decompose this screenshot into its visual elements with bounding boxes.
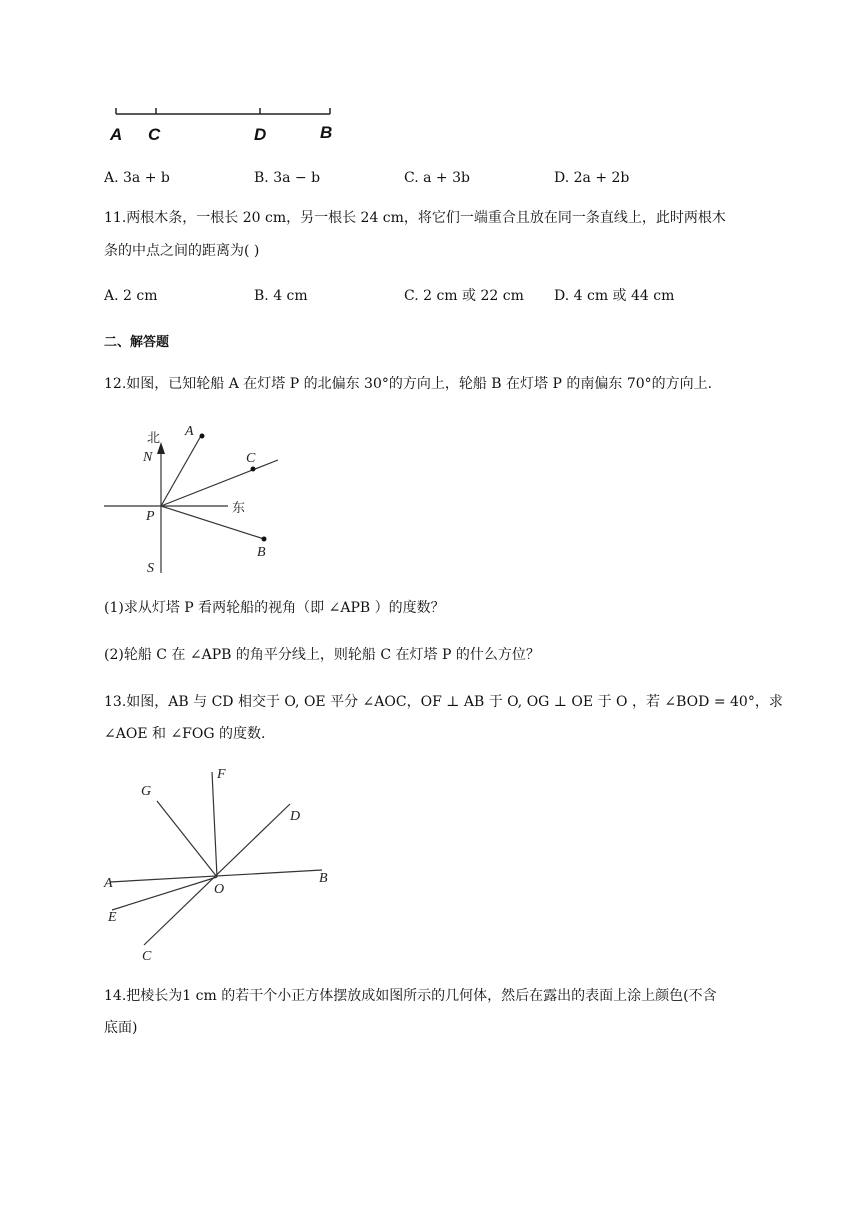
angles-figure [100,762,340,967]
q11-option-a: A. 2 cm [104,288,158,304]
point-label-c: C [142,949,152,964]
section-title: 二、解答题 [104,335,170,350]
q13-text-line1: 13.如图，AB 与 CD 相交于 O, OE 平分 ∠AOC，OF ⊥ AB 于 O, OG ⊥ OE 于 O ，若 ∠BOD = 40°，求 [104,694,783,710]
point-label-n: N [143,450,153,465]
q14-text-line2: 底面) [104,1020,138,1036]
q14-text-line1: 14.把棱长为1 cm 的若干个小正方体摆放成如图所示的几何体，然后在露出的表面上涂上颜色(不含 [104,988,717,1004]
q13-text-line2: ∠AOE 和 ∠FOG 的度数. [104,726,266,742]
point-label-g: G [141,784,152,799]
q10-option-d: D. 2a + 2b [554,170,630,186]
q12-subquestion-2: (2)轮船 C 在 ∠APB 的角平分线上，则轮船 C 在灯塔 P 的什么方位？ [104,647,540,663]
q10-option-a: A. 3a + b [104,170,170,186]
q10-option-c: C. a + 3b [404,170,470,186]
point-label-a: A [104,876,113,891]
point-label-c: C [246,451,256,466]
point-label-p: P [146,509,155,524]
point-label-c: C [148,125,161,144]
point-label-a: A [110,125,123,144]
q12-text: 12.如图，已知轮船 A 在灯塔 P 的北偏东 30°的方向上，轮船 B 在灯塔 P 的南偏东 70°的方向上. [104,376,713,392]
north-label: 北 [147,431,161,446]
q12-subquestion-1: (1)求从灯塔 P 看两轮船的视角（即 ∠APB ）的度数？ [104,600,445,616]
point-label-a: A [185,424,194,439]
q11-option-b: B. 4 cm [254,288,308,304]
point-label-d: D [254,125,267,144]
point-label-e: E [108,910,117,925]
point-label-f: F [217,767,226,782]
point-label-d: D [290,809,301,824]
q11-text-line1: 11.两根木条，一根长 20 cm，另一根长 24 cm，将它们一端重合且放在同一条直线上，此时两根木 [104,210,726,226]
q11-option-d: D. 4 cm 或 44 cm [554,288,675,304]
segment-figure [108,100,343,150]
point-label-b: B [257,545,266,560]
compass-figure [100,418,290,578]
east-label: 东 [232,501,246,516]
point-label-b: B [320,123,333,142]
q11-option-c: C. 2 cm 或 22 cm [404,288,524,304]
q11-text-line2: 条的中点之间的距离为( ) [104,243,260,259]
point-label-o: O [214,882,225,897]
point-label-s: S [147,561,154,576]
point-label-b: B [319,871,328,886]
q10-option-b: B. 3a − b [254,170,321,186]
